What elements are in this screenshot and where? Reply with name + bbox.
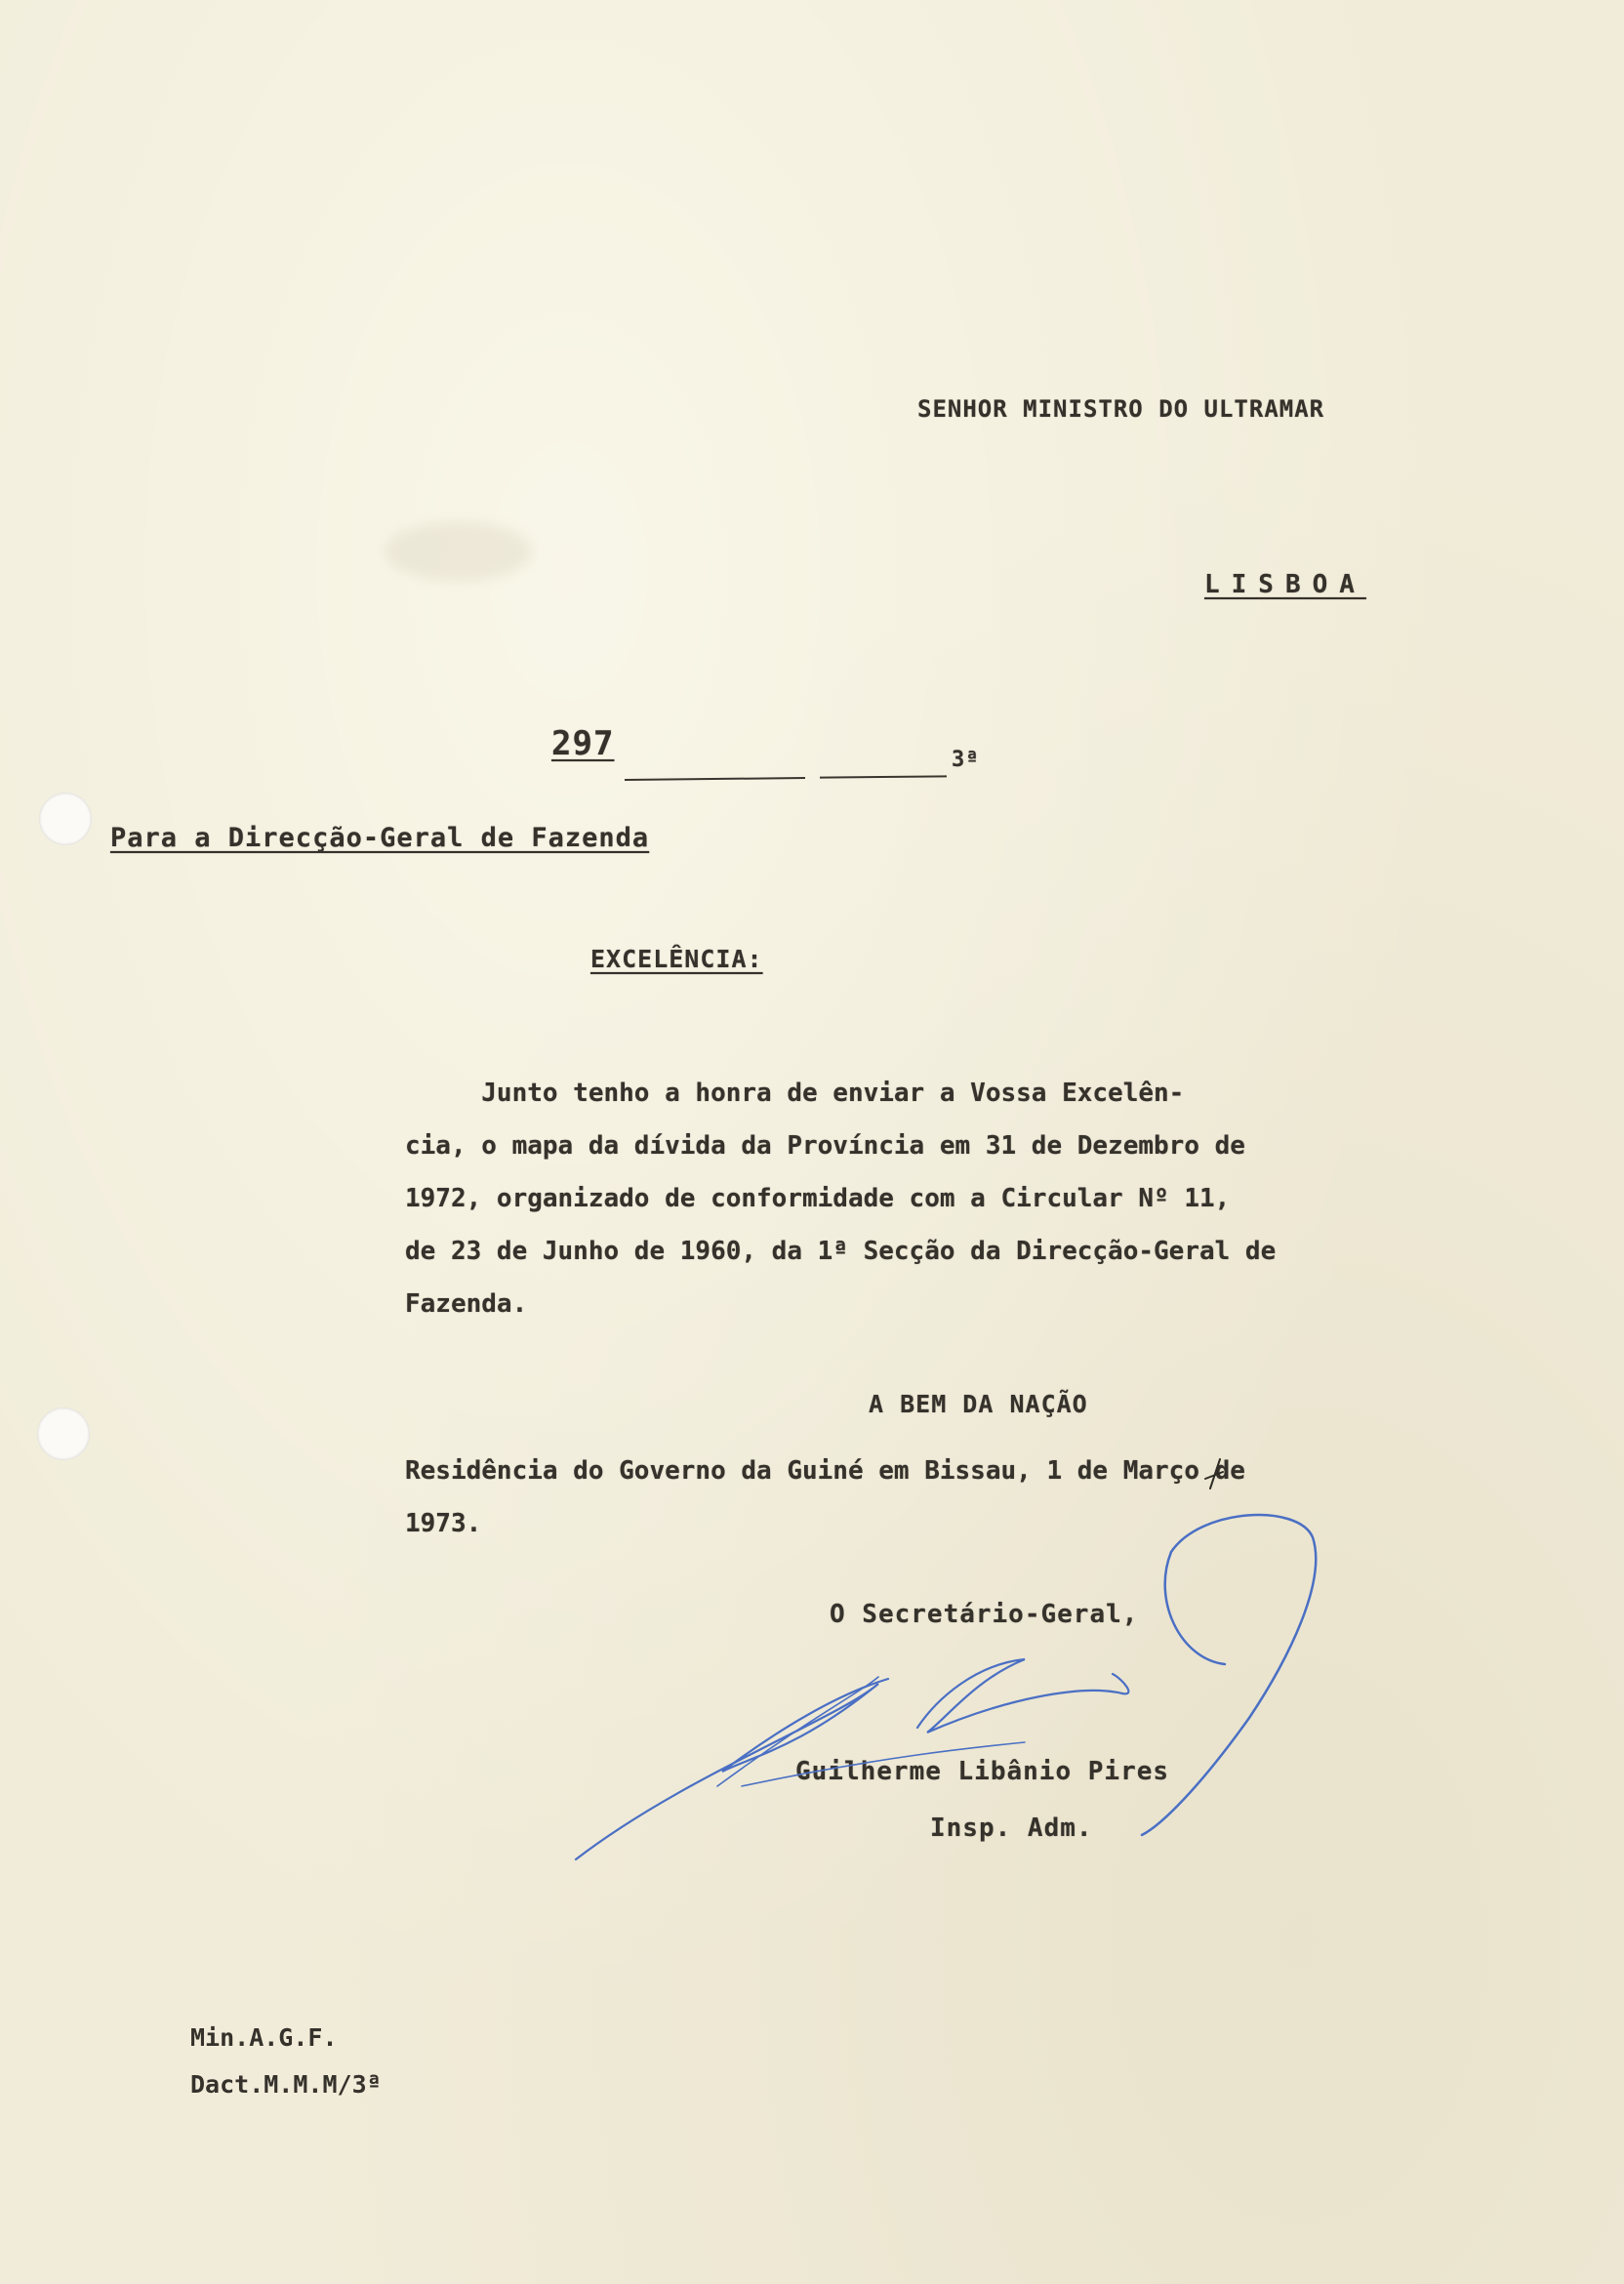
reference-number: 297 (551, 724, 615, 763)
reference-suffix: 3ª (952, 748, 980, 772)
place-date (405, 1445, 1245, 1550)
initials-line: Min.A.G.F. (190, 2023, 338, 2052)
body-line: cia, o mapa da dívida da Província em 31 de Dezembro de (405, 1131, 1245, 1161)
body-line: 1972, organizado de conformidade com a Circular Nº 11, (405, 1184, 1231, 1213)
reference-initials (190, 2015, 382, 2108)
paper-smudge (386, 522, 532, 581)
forward-to: Para a Direcção-Geral de Fazenda (110, 823, 650, 853)
place-date-line: 1973. (405, 1509, 482, 1538)
body-line: Junto tenho a honra de enviar a Vossa Excelên- (405, 1079, 1185, 1108)
signer-rank: Insp. Adm. (930, 1814, 1093, 1843)
place-date-line: Residência do Governo da Guiné em Bissau, 1 de Março de (405, 1456, 1245, 1486)
salutation: EXCELÊNCIA: (590, 945, 763, 973)
punch-hole-top (39, 793, 92, 845)
initials-line: Dact.M.M.M/3ª (190, 2070, 382, 2099)
body-line: de 23 de Junho de 1960, da 1ª Secção da Direcção-Geral de (405, 1237, 1277, 1266)
closing: A BEM DA NAÇÃO (869, 1390, 1088, 1418)
body-line: Fazenda. (405, 1289, 528, 1319)
signer-name: Guilherme Libânio Pires (795, 1757, 1170, 1786)
addressee: SENHOR MINISTRO DO ULTRAMAR (917, 395, 1325, 423)
punch-hole-bottom (37, 1407, 90, 1460)
reference-blank-1 (625, 777, 805, 781)
signature-title: O Secretário-Geral, (830, 1600, 1139, 1629)
reference-blank-2 (820, 775, 947, 778)
city: LISBOA (1204, 570, 1366, 599)
letter-body (405, 1067, 1493, 1330)
